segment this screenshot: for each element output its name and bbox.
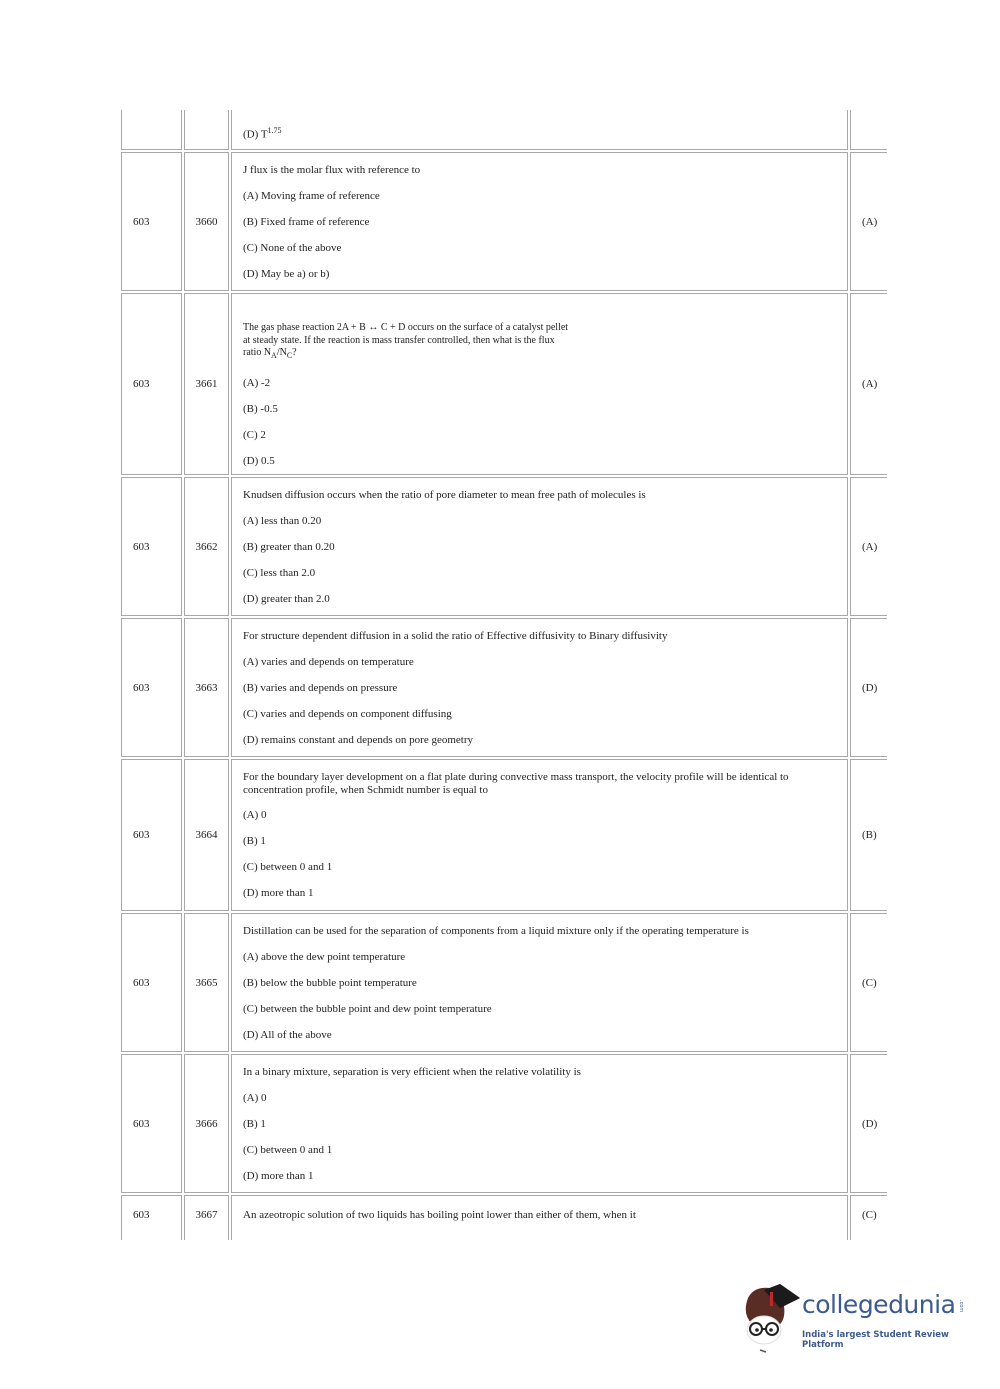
question-text: An azeotropic solution of two liquids has boiling point lower than either of them, when it [243, 1209, 636, 1221]
stem-line: /N [276, 347, 287, 358]
subscript: C [286, 351, 293, 360]
question-cell [231, 293, 848, 475]
answer-cell: (A) [850, 152, 887, 291]
option: (A) less than 0.20 [243, 515, 322, 527]
option: (B) below the bubble point temperature [243, 977, 417, 989]
table-row [121, 152, 889, 291]
paper-code-cell: 603 [121, 1054, 182, 1193]
subscript: A [271, 351, 277, 360]
paper-code-cell: 603 [121, 913, 182, 1052]
answer-cell: (D) [850, 618, 887, 757]
stem-line: at steady state. If the reaction is mass transfer controlled, then what is the flux [243, 334, 555, 346]
option: (C) less than 2.0 [243, 567, 316, 579]
question-id-cell: 3665 [184, 913, 229, 1052]
option: (B) varies and depends on pressure [243, 682, 398, 694]
answer-cell: (B) [850, 759, 887, 911]
answer-cell: (A) [850, 477, 887, 616]
table-row [121, 110, 889, 150]
option: (B) greater than 0.20 [243, 541, 335, 553]
question-table [121, 110, 889, 1242]
question-text [243, 322, 835, 363]
question-id-cell: 3661 [184, 293, 229, 475]
question-id-cell: 3664 [184, 759, 229, 911]
question-id-cell: 3667 [184, 1195, 229, 1240]
option: (A) Moving frame of reference [243, 190, 380, 202]
option: (D) 0.5 [243, 454, 275, 467]
option: (D) May be a) or b) [243, 268, 330, 280]
option: (A) 0 [243, 809, 267, 821]
stem-line: For the boundary layer development on a flat plate during convective mass transport, the velocity profile will be identical to [243, 771, 789, 783]
answer-cell: (D) [850, 1054, 887, 1193]
paper-code-cell: 603 [121, 759, 182, 911]
answer-cell: (C) [850, 1195, 887, 1240]
option: (C) varies and depends on component diffusing [243, 708, 452, 720]
answer-cell: (C) [850, 913, 887, 1052]
mascot-icon [740, 1280, 802, 1360]
stem-line: The gas phase reaction 2A + B ↔ C + D occurs on the surface of a catalyst pellet [243, 322, 569, 333]
option: (A) above the dew point temperature [243, 951, 406, 963]
brand-name: collegedunia [802, 1290, 956, 1319]
stem-line: concentration profile, when Schmidt number is equal to [243, 783, 488, 796]
table-row [121, 913, 889, 1052]
option: (B) -0.5 [243, 402, 278, 415]
option: (A) 0 [243, 1092, 267, 1104]
option: (D) All of the above [243, 1029, 332, 1041]
question-text: For structure dependent diffusion in a solid the ratio of Effective diffusivity to Binary diffusivity [243, 630, 668, 642]
table-row [121, 1054, 889, 1193]
table-row [121, 759, 889, 911]
paper-code-cell: 603 [121, 618, 182, 757]
option: (A) -2 [243, 376, 271, 389]
question-text: In a binary mixture, separation is very efficient when the relative volatility is [243, 1066, 581, 1078]
paper-code-cell [121, 110, 182, 150]
brand-domain: .com [958, 1300, 964, 1313]
question-cell [231, 1054, 848, 1193]
option: (C) between 0 and 1 [243, 1144, 333, 1156]
question-cell [231, 152, 848, 291]
question-text: J flux is the molar flux with reference to [243, 164, 421, 176]
question-id-cell [184, 110, 229, 150]
question-cell [231, 913, 848, 1052]
question-text [243, 771, 835, 796]
option: (B) 1 [243, 835, 266, 847]
option: (C) None of the above [243, 242, 342, 254]
question-cell [231, 110, 848, 150]
question-id-cell: 3660 [184, 152, 229, 291]
question-cell [231, 1195, 848, 1240]
option: (C) between the bubble point and dew point temperature [243, 1003, 492, 1015]
brand-tagline: India's largest Student Review Platform [802, 1330, 949, 1350]
paper-code-cell: 603 [121, 293, 182, 475]
table-row [121, 618, 889, 757]
table-row [121, 477, 889, 616]
option: (D) more than 1 [243, 1170, 314, 1182]
question-cell [231, 759, 848, 911]
option: (A) varies and depends on temperature [243, 656, 414, 668]
answer-cell [850, 110, 887, 150]
paper-code-cell: 603 [121, 152, 182, 291]
question-id-cell: 3662 [184, 477, 229, 616]
option: (D) more than 1 [243, 887, 314, 899]
collegedunia-logo [740, 1280, 970, 1360]
paper-code-cell: 603 [121, 477, 182, 616]
question-cell [231, 618, 848, 757]
option: (D) remains constant and depends on pore geometry [243, 734, 474, 746]
table-row [121, 1195, 889, 1240]
option: (B) 1 [243, 1118, 266, 1130]
question-text: Knudsen diffusion occurs when the ratio of pore diameter to mean free path of molecules is [243, 489, 646, 501]
option: (C) 2 [243, 428, 266, 441]
question-id-cell: 3663 [184, 618, 229, 757]
paper-code-cell: 603 [121, 1195, 182, 1240]
question-id-cell: 3666 [184, 1054, 229, 1193]
option: (C) between 0 and 1 [243, 861, 333, 873]
stem-line: ? [292, 347, 297, 358]
exponent: 1.75 [267, 126, 282, 135]
question-text: Distillation can be used for the separation of components from a liquid mixture only if the operating temperature is [243, 925, 749, 937]
question-cell [231, 477, 848, 616]
option: (D) greater than 2.0 [243, 593, 330, 605]
stem-line: ratio N [243, 347, 272, 358]
table-row [121, 293, 889, 475]
option: (B) Fixed frame of reference [243, 216, 370, 228]
option: (D) T [243, 128, 268, 141]
answer-cell: (A) [850, 293, 887, 475]
